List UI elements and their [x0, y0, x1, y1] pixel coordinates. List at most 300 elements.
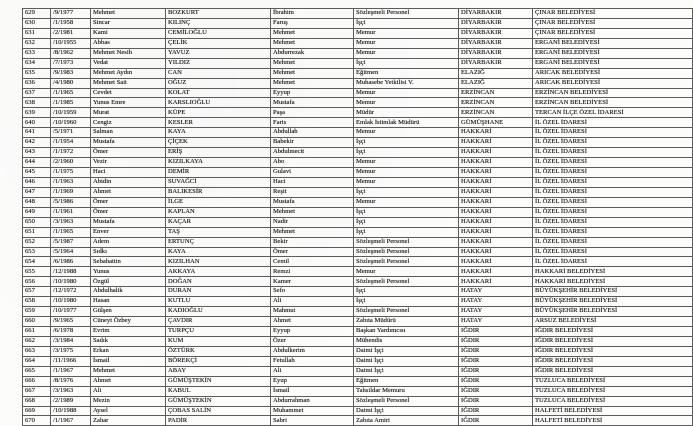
- table-row: [23, 327, 693, 337]
- table-row: [23, 217, 693, 227]
- cell-row_no: 647: [23, 187, 51, 197]
- cell-birth_date: /3/1963: [51, 217, 91, 227]
- cell-birth_date: /3/1963: [51, 386, 91, 396]
- cell-last_name: ERTUNÇ: [166, 237, 271, 247]
- cell-first_name: Ali: [91, 386, 166, 396]
- cell-father_name: Abo: [271, 158, 354, 168]
- cell-row_no: 670: [23, 416, 51, 426]
- cell-last_name: KESLER: [166, 118, 271, 128]
- cell-institution: ERGANİ BELEDİYESİ: [533, 38, 693, 48]
- cell-last_name: SUVAĞCİ: [166, 177, 271, 187]
- cell-row_no: 663: [23, 346, 51, 356]
- cell-title: Emlak İstimlak Müdürü: [354, 118, 459, 128]
- cell-birth_date: /5/1987: [51, 237, 91, 247]
- cell-birth_date: /9/1983: [51, 68, 91, 78]
- cell-province: IĞDIR: [459, 416, 533, 426]
- cell-first_name: Hasan: [91, 297, 166, 307]
- cell-father_name: Mahmut: [271, 307, 354, 317]
- cell-province: IĞDIR: [459, 386, 533, 396]
- cell-province: IĞDIR: [459, 376, 533, 386]
- cell-institution: İL ÖZEL İDARESİ: [533, 197, 693, 207]
- table-row: [23, 376, 693, 386]
- cell-title: İşçi: [354, 227, 459, 237]
- cell-title: Sözleşmeli Personel: [354, 247, 459, 257]
- cell-province: ERZİNCAN: [459, 108, 533, 118]
- cell-province: IĞDIR: [459, 356, 533, 366]
- cell-father_name: Ali: [271, 297, 354, 307]
- cell-father_name: Ömer: [271, 247, 354, 257]
- cell-row_no: 634: [23, 58, 51, 68]
- cell-province: HATAY: [459, 307, 533, 317]
- cell-first_name: Mustafa: [91, 217, 166, 227]
- cell-first_name: Mehmet Aydın: [91, 68, 166, 78]
- cell-title: Sözleşmeli Personel: [354, 277, 459, 287]
- cell-title: Zabıta Amiri: [354, 416, 459, 426]
- cell-institution: IĞDIR BELEDİYESİ: [533, 356, 693, 366]
- cell-province: ELAZIĞ: [459, 68, 533, 78]
- cell-row_no: 642: [23, 138, 51, 148]
- cell-father_name: Mehmet: [271, 28, 354, 38]
- cell-institution: IĞDIR BELEDİYESİ: [533, 346, 693, 356]
- cell-father_name: Reşit: [271, 187, 354, 197]
- cell-institution: ARICAK BELEDİYESİ: [533, 78, 693, 88]
- table-row: [23, 128, 693, 138]
- cell-birth_date: /11/1966: [51, 356, 91, 366]
- table-row: [23, 317, 693, 327]
- cell-birth_date: /9/1965: [51, 317, 91, 327]
- cell-row_no: 637: [23, 88, 51, 98]
- cell-last_name: GÜMÜŞTEKİN: [166, 396, 271, 406]
- cell-birth_date: /1/1965: [51, 227, 91, 237]
- cell-first_name: Ahmet: [91, 376, 166, 386]
- table-row: [23, 118, 693, 128]
- cell-institution: İL ÖZEL İDARESİ: [533, 138, 693, 148]
- cell-birth_date: /8/1976: [51, 376, 91, 386]
- cell-province: GÜMÜŞHANE: [459, 118, 533, 128]
- cell-father_name: Mehmet: [271, 68, 354, 78]
- cell-birth_date: /7/1973: [51, 58, 91, 68]
- table-row: [23, 416, 693, 426]
- cell-institution: HAKKARİ BELEDİYESİ: [533, 277, 693, 287]
- cell-row_no: 641: [23, 128, 51, 138]
- table-row: [23, 197, 693, 207]
- cell-last_name: KAYA: [166, 128, 271, 138]
- cell-first_name: Aysel: [91, 406, 166, 416]
- cell-province: HAKKARİ: [459, 168, 533, 178]
- cell-last_name: YAVUZ: [166, 48, 271, 58]
- cell-institution: İL ÖZEL İDARESİ: [533, 217, 693, 227]
- cell-institution: HALFETİ BELEDİYESİ: [533, 406, 693, 416]
- cell-title: Daimi İşçi: [354, 366, 459, 376]
- cell-father_name: Abdulkerim: [271, 346, 354, 356]
- table-row: [23, 207, 693, 217]
- cell-title: Memur: [354, 158, 459, 168]
- cell-institution: İL ÖZEL İDARESİ: [533, 187, 693, 197]
- cell-last_name: BALIKESİR: [166, 187, 271, 197]
- cell-first_name: Haci: [91, 168, 166, 178]
- table-row: [23, 277, 693, 287]
- cell-first_name: Mehmet Nesih: [91, 48, 166, 58]
- cell-first_name: Ömer: [91, 207, 166, 217]
- cell-birth_date: /10/1955: [51, 38, 91, 48]
- cell-birth_date: /1/1972: [51, 148, 91, 158]
- cell-first_name: Vezir: [91, 158, 166, 168]
- cell-first_name: Cüneyt Özbey: [91, 317, 166, 327]
- cell-last_name: DURAN: [166, 287, 271, 297]
- table-row: [23, 108, 693, 118]
- cell-row_no: 659: [23, 307, 51, 317]
- cell-father_name: Gulavi: [271, 168, 354, 178]
- cell-title: Muhasebe Yetkilisi V.: [354, 78, 459, 88]
- cell-birth_date: /1/1961: [51, 207, 91, 217]
- cell-father_name: Muhammet: [271, 406, 354, 416]
- cell-first_name: Mehmet Sait: [91, 78, 166, 88]
- cell-last_name: BOZKURT: [166, 9, 271, 19]
- cell-last_name: ÖZTÜRK: [166, 346, 271, 356]
- cell-institution: ERZİNCAN BELEDİYESİ: [533, 98, 693, 108]
- cell-title: Memur: [354, 267, 459, 277]
- cell-father_name: Babekir: [271, 138, 354, 148]
- cell-institution: İL ÖZEL İDARESİ: [533, 128, 693, 138]
- cell-birth_date: /10/1959: [51, 108, 91, 118]
- cell-row_no: 649: [23, 207, 51, 217]
- table-row: [23, 187, 693, 197]
- table-row: [23, 88, 693, 98]
- table-row: [23, 18, 693, 28]
- cell-last_name: PADİR: [166, 416, 271, 426]
- cell-last_name: KUM: [166, 336, 271, 346]
- cell-father_name: Mehmet: [271, 207, 354, 217]
- cell-institution: İL ÖZEL İDARESİ: [533, 227, 693, 237]
- cell-row_no: 636: [23, 78, 51, 88]
- cell-birth_date: /12/1988: [51, 267, 91, 277]
- cell-row_no: 629: [23, 9, 51, 19]
- table-row: [23, 307, 693, 317]
- cell-title: Tahsildar Memuru: [354, 386, 459, 396]
- cell-last_name: ÇİÇEK: [166, 138, 271, 148]
- cell-father_name: Ahmet: [271, 317, 354, 327]
- cell-father_name: Mehmet: [271, 227, 354, 237]
- cell-institution: TUZLUCA BELEDİYESİ: [533, 386, 693, 396]
- cell-birth_date: /10/1980: [51, 277, 91, 287]
- cell-first_name: Mehmet: [91, 366, 166, 376]
- cell-birth_date: /5/1964: [51, 247, 91, 257]
- cell-province: IĞDIR: [459, 346, 533, 356]
- cell-first_name: Mustafa: [91, 138, 166, 148]
- cell-father_name: Faris: [271, 118, 354, 128]
- cell-first_name: Enver: [91, 227, 166, 237]
- cell-row_no: 630: [23, 18, 51, 28]
- cell-institution: ÇINAR BELEDİYESİ: [533, 9, 693, 19]
- cell-title: Başkan Yardımcısı: [354, 327, 459, 337]
- cell-institution: BÜYÜKŞEHİR BELEDİYESİ: [533, 287, 693, 297]
- cell-row_no: 653: [23, 247, 51, 257]
- cell-row_no: 665: [23, 366, 51, 376]
- cell-row_no: 669: [23, 406, 51, 416]
- cell-last_name: KILINÇ: [166, 18, 271, 28]
- cell-institution: İL ÖZEL İDARESİ: [533, 247, 693, 257]
- cell-father_name: Haci: [271, 177, 354, 187]
- cell-title: Sözleşmeli Personel: [354, 257, 459, 267]
- cell-first_name: Kami: [91, 28, 166, 38]
- cell-title: Sözleşmeli Personel: [354, 307, 459, 317]
- cell-first_name: Mezin: [91, 396, 166, 406]
- cell-province: HAKKARİ: [459, 138, 533, 148]
- cell-last_name: KÜPE: [166, 108, 271, 118]
- cell-province: HAKKARİ: [459, 247, 533, 257]
- cell-birth_date: /5/1986: [51, 197, 91, 207]
- cell-last_name: DOĞAN: [166, 277, 271, 287]
- cell-row_no: 635: [23, 68, 51, 78]
- cell-last_name: KADIOĞLU: [166, 307, 271, 317]
- table-row: [23, 247, 693, 257]
- cell-birth_date: /2/1981: [51, 28, 91, 38]
- cell-first_name: Ömer: [91, 148, 166, 158]
- cell-title: Müdür: [354, 108, 459, 118]
- cell-title: Memur: [354, 28, 459, 38]
- cell-birth_date: /1/1954: [51, 138, 91, 148]
- cell-birth_date: /5/1971: [51, 128, 91, 138]
- cell-title: İşçi: [354, 287, 459, 297]
- table-row: [23, 78, 693, 88]
- table-row: [23, 68, 693, 78]
- cell-row_no: 646: [23, 177, 51, 187]
- cell-title: Memur: [354, 168, 459, 178]
- cell-province: DİYARBAKIR: [459, 9, 533, 19]
- cell-birth_date: /3/1984: [51, 336, 91, 346]
- cell-province: HAKKARİ: [459, 257, 533, 267]
- cell-birth_date: /1/1985: [51, 98, 91, 108]
- cell-row_no: 638: [23, 98, 51, 108]
- cell-row_no: 650: [23, 217, 51, 227]
- cell-title: Daimi İşçi: [354, 356, 459, 366]
- cell-province: HAKKARİ: [459, 227, 533, 237]
- cell-institution: IĞDIR BELEDİYESİ: [533, 327, 693, 337]
- cell-title: Daimi İşçi: [354, 406, 459, 416]
- cell-title: Memur: [354, 48, 459, 58]
- cell-title: Eğitmen: [354, 376, 459, 386]
- cell-institution: TUZLUCA BELEDİYESİ: [533, 376, 693, 386]
- personnel-table: [22, 8, 693, 426]
- cell-province: HAKKARİ: [459, 237, 533, 247]
- cell-father_name: Abdurrezak: [271, 48, 354, 58]
- cell-row_no: 644: [23, 158, 51, 168]
- cell-province: HAKKARİ: [459, 128, 533, 138]
- cell-last_name: TURPÇU: [166, 327, 271, 337]
- cell-row_no: 660: [23, 317, 51, 327]
- cell-row_no: 655: [23, 267, 51, 277]
- cell-father_name: Mehmet: [271, 78, 354, 88]
- cell-title: İşçi: [354, 297, 459, 307]
- cell-last_name: ÇELİK: [166, 38, 271, 48]
- cell-father_name: Özer: [271, 336, 354, 346]
- cell-institution: İL ÖZEL İDARESİ: [533, 168, 693, 178]
- cell-last_name: YILDIZ: [166, 58, 271, 68]
- cell-province: ELAZIĞ: [459, 78, 533, 88]
- table-row: [23, 28, 693, 38]
- cell-institution: İL ÖZEL İDARESİ: [533, 257, 693, 267]
- cell-birth_date: /1/1967: [51, 366, 91, 376]
- table-row: [23, 257, 693, 267]
- cell-first_name: Abbas: [91, 38, 166, 48]
- cell-first_name: Murat: [91, 108, 166, 118]
- cell-title: Sözleşmeli Personel: [354, 237, 459, 247]
- cell-title: İşçi: [354, 187, 459, 197]
- cell-row_no: 652: [23, 237, 51, 247]
- cell-first_name: Sebahattin: [91, 257, 166, 267]
- cell-province: HAKKARİ: [459, 217, 533, 227]
- cell-institution: İL ÖZEL İDARESİ: [533, 237, 693, 247]
- cell-birth_date: /1/1965: [51, 88, 91, 98]
- cell-father_name: Remzi: [271, 267, 354, 277]
- cell-first_name: Adem: [91, 237, 166, 247]
- table-row: [23, 366, 693, 376]
- cell-province: IĞDIR: [459, 396, 533, 406]
- cell-first_name: Abdulhalik: [91, 287, 166, 297]
- cell-father_name: Eyyup: [271, 327, 354, 337]
- cell-last_name: KUTLU: [166, 297, 271, 307]
- cell-last_name: GÜMÜŞTEKİN: [166, 376, 271, 386]
- cell-institution: IĞDIR BELEDİYESİ: [533, 366, 693, 376]
- cell-father_name: Abdurrahman: [271, 396, 354, 406]
- table-row: [23, 58, 693, 68]
- table-row: [23, 38, 693, 48]
- cell-birth_date: /12/1972: [51, 287, 91, 297]
- cell-father_name: Abdulmecit: [271, 148, 354, 158]
- table-row: [23, 48, 693, 58]
- cell-father_name: Mehmet: [271, 58, 354, 68]
- cell-institution: ARSUZ BELEDİYESİ: [533, 317, 693, 327]
- cell-last_name: CAN: [166, 68, 271, 78]
- cell-first_name: Vedat: [91, 58, 166, 68]
- table-row: [23, 346, 693, 356]
- cell-province: ERZİNCAN: [459, 88, 533, 98]
- cell-first_name: Sadık: [91, 336, 166, 346]
- cell-title: Memur: [354, 177, 459, 187]
- cell-title: İşçi: [354, 58, 459, 68]
- cell-father_name: Kamer: [271, 277, 354, 287]
- cell-last_name: KAÇAR: [166, 217, 271, 227]
- cell-institution: ERZİNCAN BELEDİYESİ: [533, 88, 693, 98]
- cell-row_no: 664: [23, 356, 51, 366]
- cell-first_name: Cevdet: [91, 88, 166, 98]
- table-row: [23, 158, 693, 168]
- cell-province: HAKKARİ: [459, 177, 533, 187]
- cell-institution: ÇINAR BELEDİYESİ: [533, 18, 693, 28]
- cell-last_name: ÇOBAS SALİN: [166, 406, 271, 416]
- cell-province: IĞDIR: [459, 336, 533, 346]
- cell-birth_date: /10/1960: [51, 118, 91, 128]
- cell-row_no: 662: [23, 336, 51, 346]
- cell-first_name: Zahar: [91, 416, 166, 426]
- cell-institution: HAKKARİ BELEDİYESİ: [533, 267, 693, 277]
- cell-institution: HALFETİ BELEDİYESİ: [533, 416, 693, 426]
- cell-title: İşçi: [354, 207, 459, 217]
- cell-father_name: İsmail: [271, 386, 354, 396]
- cell-row_no: 645: [23, 168, 51, 178]
- cell-province: HAKKARİ: [459, 267, 533, 277]
- table-row: [23, 287, 693, 297]
- cell-first_name: Salman: [91, 128, 166, 138]
- table-row: [23, 237, 693, 247]
- cell-institution: ÇINAR BELEDİYESİ: [533, 28, 693, 38]
- cell-row_no: 639: [23, 108, 51, 118]
- cell-title: Memur: [354, 38, 459, 48]
- cell-birth_date: /1/1963: [51, 177, 91, 187]
- cell-last_name: ÇAVDIR: [166, 317, 271, 327]
- cell-last_name: ERİŞ: [166, 148, 271, 158]
- cell-birth_date: /1/1975: [51, 168, 91, 178]
- cell-first_name: Ahmet: [91, 187, 166, 197]
- cell-last_name: ABAY: [166, 366, 271, 376]
- cell-province: HATAY: [459, 287, 533, 297]
- cell-row_no: 658: [23, 297, 51, 307]
- cell-first_name: Abidin: [91, 177, 166, 187]
- cell-first_name: Gülşen: [91, 307, 166, 317]
- cell-institution: İL ÖZEL İDARESİ: [533, 118, 693, 128]
- cell-institution: IĞDIR BELEDİYESİ: [533, 336, 693, 346]
- cell-row_no: 668: [23, 396, 51, 406]
- table-row: [23, 356, 693, 366]
- cell-last_name: AKKAYA: [166, 267, 271, 277]
- cell-last_name: KOLAT: [166, 88, 271, 98]
- cell-province: DİYARBAKIR: [459, 18, 533, 28]
- cell-birth_date: /1/1967: [51, 416, 91, 426]
- cell-first_name: İsmail: [91, 356, 166, 366]
- table-row: [23, 227, 693, 237]
- cell-birth_date: /6/1986: [51, 257, 91, 267]
- cell-last_name: İLGE: [166, 197, 271, 207]
- cell-last_name: OĞUZ: [166, 78, 271, 88]
- cell-birth_date: /2/1960: [51, 158, 91, 168]
- cell-first_name: Cengiz: [91, 118, 166, 128]
- cell-father_name: Mehmet: [271, 38, 354, 48]
- table-row: [23, 148, 693, 158]
- cell-father_name: Paşa: [271, 108, 354, 118]
- cell-province: HATAY: [459, 297, 533, 307]
- cell-province: DİYARBAKIR: [459, 38, 533, 48]
- cell-father_name: Mustafa: [271, 197, 354, 207]
- cell-province: IĞDIR: [459, 366, 533, 376]
- cell-birth_date: /3/1975: [51, 346, 91, 356]
- cell-institution: İL ÖZEL İDARESİ: [533, 207, 693, 217]
- cell-row_no: 648: [23, 197, 51, 207]
- cell-first_name: Yunus Emre: [91, 98, 166, 108]
- cell-row_no: 657: [23, 287, 51, 297]
- table-row: [23, 168, 693, 178]
- personnel-table-body: [23, 9, 693, 426]
- cell-father_name: Fetullah: [271, 356, 354, 366]
- cell-first_name: Sincar: [91, 18, 166, 28]
- table-row: [23, 98, 693, 108]
- cell-father_name: Nadir: [271, 217, 354, 227]
- cell-birth_date: /8/1962: [51, 48, 91, 58]
- cell-father_name: Faruş: [271, 18, 354, 28]
- cell-birth_date: /4/1980: [51, 78, 91, 88]
- cell-row_no: 643: [23, 148, 51, 158]
- cell-first_name: Sıdkı: [91, 247, 166, 257]
- cell-birth_date: /6/1978: [51, 327, 91, 337]
- cell-institution: BÜYÜKŞEHİR BELEDİYESİ: [533, 297, 693, 307]
- cell-last_name: KARSLIOĞLU: [166, 98, 271, 108]
- cell-province: IĞDIR: [459, 406, 533, 416]
- table-row: [23, 9, 693, 19]
- cell-institution: ERGANİ BELEDİYESİ: [533, 48, 693, 58]
- cell-province: HAKKARİ: [459, 148, 533, 158]
- table-row: [23, 297, 693, 307]
- cell-institution: ERGANİ BELEDİYESİ: [533, 58, 693, 68]
- cell-title: İşçi: [354, 138, 459, 148]
